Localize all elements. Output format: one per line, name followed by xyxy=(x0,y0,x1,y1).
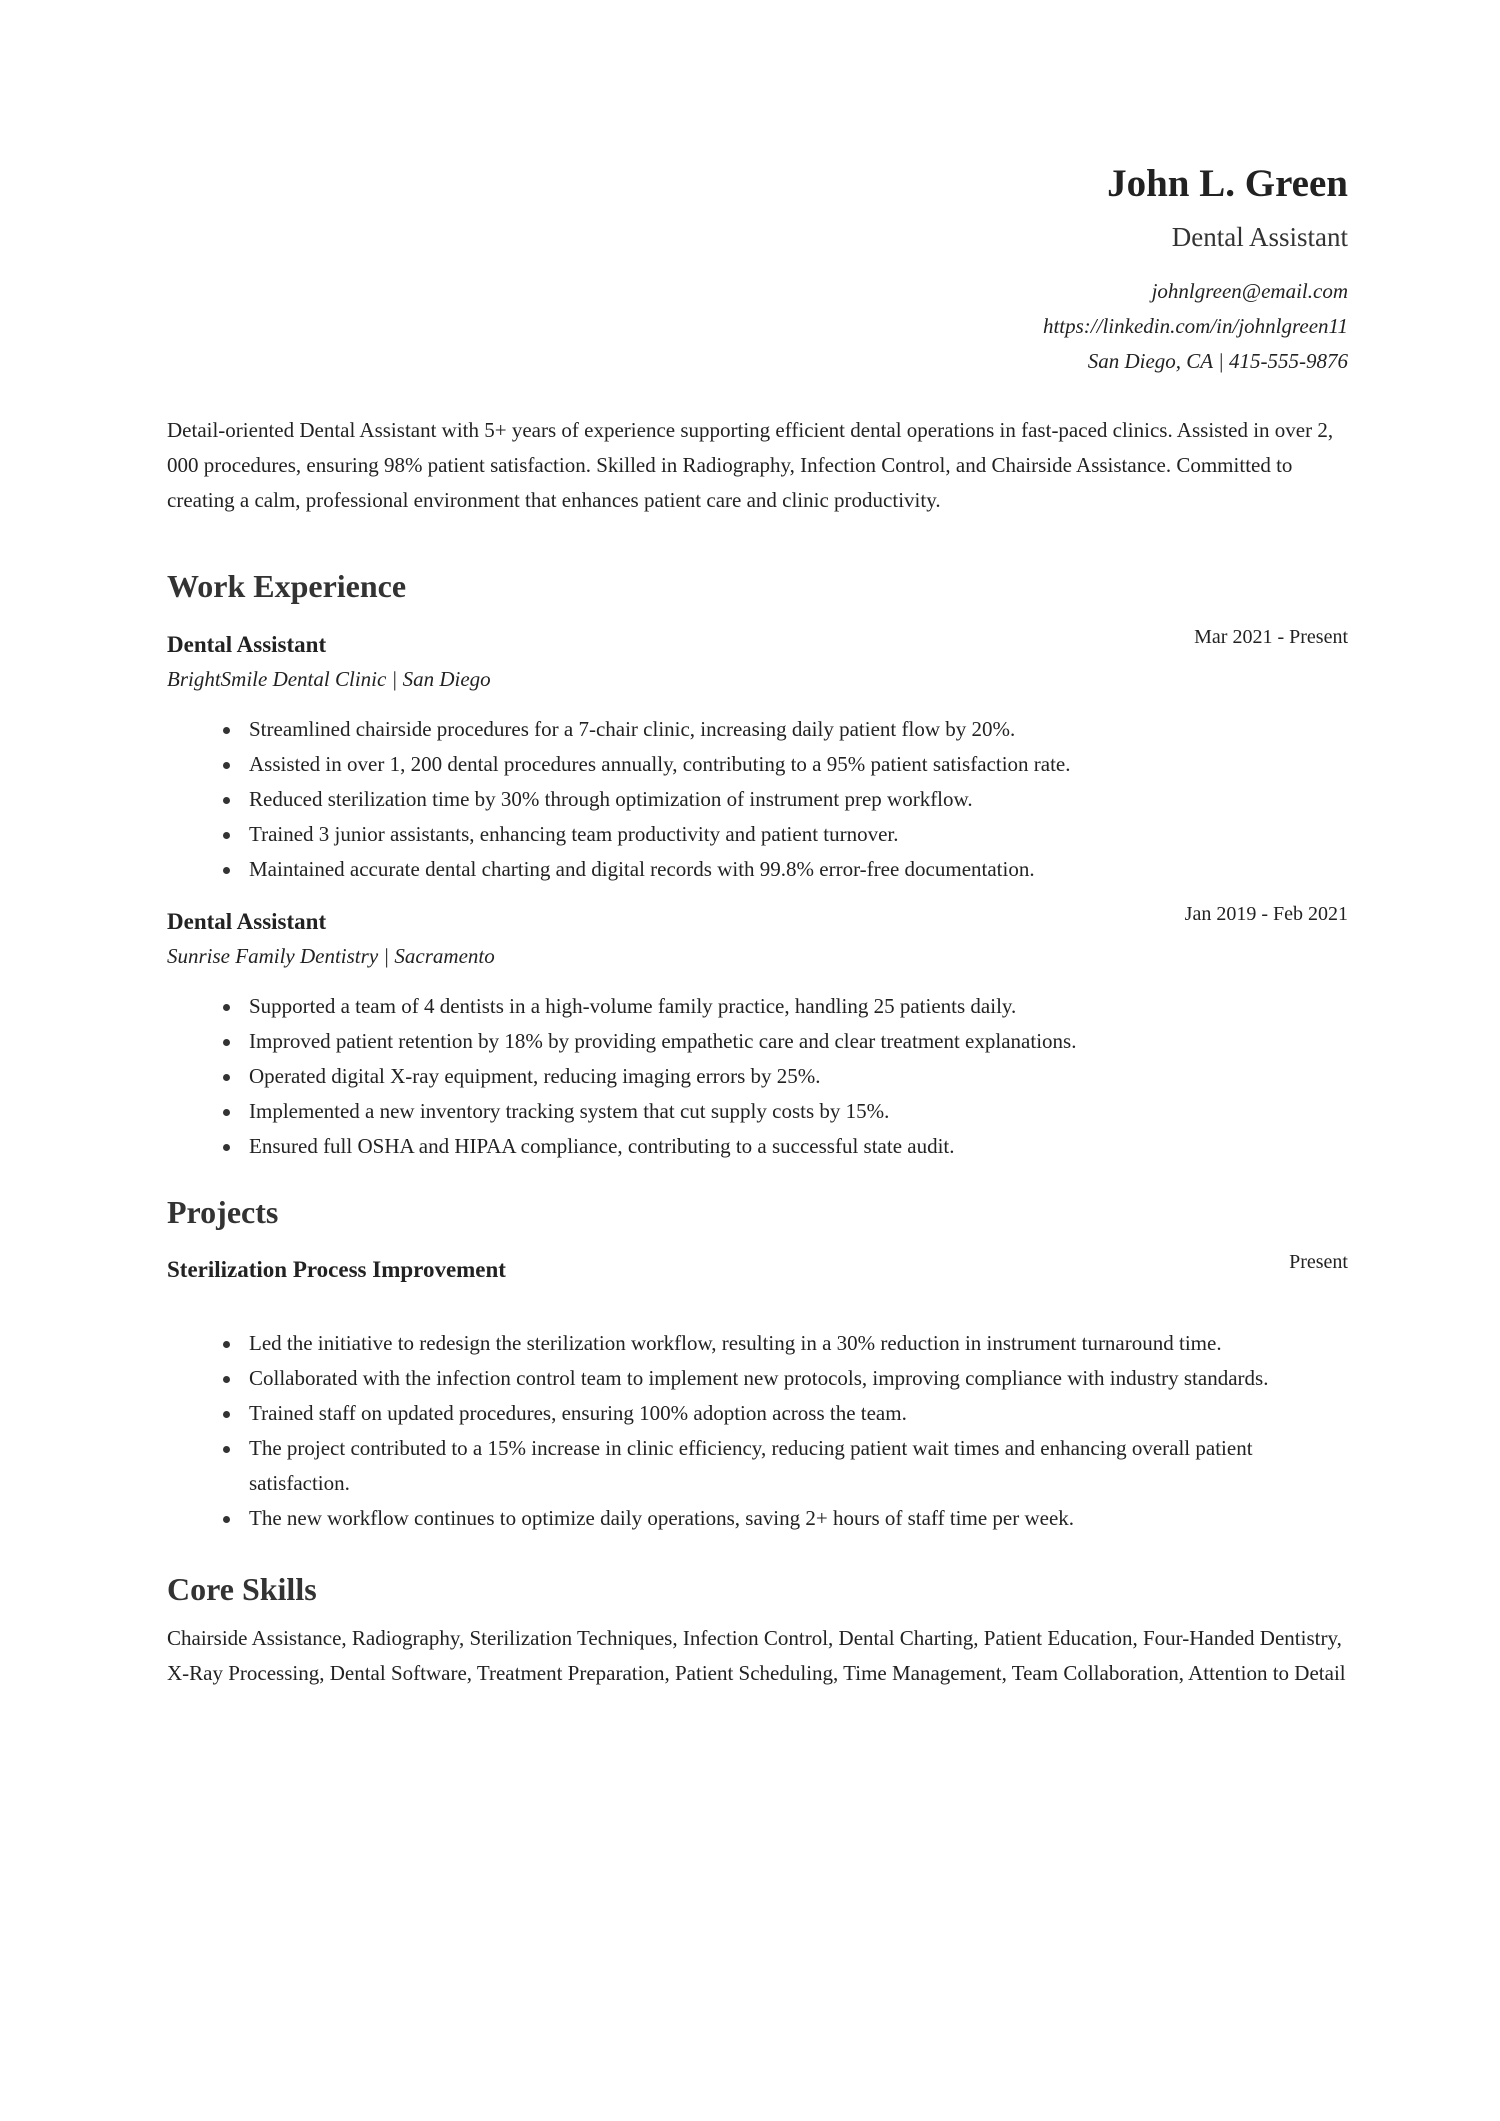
section-title-work: Work Experience xyxy=(167,568,407,604)
list-item: The project contributed to a 15% increase in clinic efficiency, reducing patient wait times and enhancing overall patient satisfaction. xyxy=(167,1431,1348,1501)
candidate-title: Dental Assistant xyxy=(1171,222,1348,252)
linkedin-link[interactable]: https://linkedin.com/in/johnlgreen11 xyxy=(1042,314,1348,338)
job-dates: Mar 2021 - Present xyxy=(1194,626,1348,648)
project-dates: Present xyxy=(1289,1251,1348,1273)
job-entry xyxy=(167,626,1348,887)
list-item: Improved patient retention by 18% by providing empathetic care and clear treatment explanations. xyxy=(167,1024,1348,1059)
email-link[interactable]: johnlgreen@email.com xyxy=(1151,279,1348,303)
contact-info xyxy=(1043,274,1348,379)
skills-section xyxy=(167,1569,1348,1691)
list-item: The new workflow continues to optimize daily operations, saving 2+ hours of staff time per week. xyxy=(167,1501,1348,1536)
list-item: Trained staff on updated procedures, ensuring 100% adoption across the team. xyxy=(167,1396,1348,1431)
project-bullets xyxy=(167,1326,1348,1536)
list-item: Assisted in over 1, 200 dental procedures annually, contributing to a 95% patient satisfaction rate. xyxy=(167,747,1348,782)
section-title-skills: Core Skills xyxy=(167,1571,317,1607)
list-item: Led the initiative to redesign the sterilization workflow, resulting in a 30% reduction in instrument turnaround time. xyxy=(167,1326,1348,1361)
section-title-projects: Projects xyxy=(167,1194,279,1230)
list-item: Streamlined chairside procedures for a 7-chair clinic, increasing daily patient flow by 20%. xyxy=(167,712,1348,747)
list-item: Ensured full OSHA and HIPAA compliance, contributing to a successful state audit. xyxy=(167,1129,1348,1164)
list-item: Operated digital X-ray equipment, reducing imaging errors by 25%. xyxy=(167,1059,1348,1094)
list-item: Supported a team of 4 dentists in a high-volume family practice, handling 25 patients daily. xyxy=(167,989,1348,1024)
projects-section xyxy=(167,1192,1348,1536)
job-bullets xyxy=(167,712,1348,887)
project-title: Sterilization Process Improvement xyxy=(167,1257,506,1282)
summary-paragraph: Detail-oriented Dental Assistant with 5+ years of experience supporting efficient dental operations in fast-paced clinics. Assisted in over 2, 000 procedures, ensuring 98% patient satisfaction. Skilled in Radiography, Infection Control, and Chairside Assistance. Committed to creating a calm, professional environment that enhances patient care and clinic productivity. xyxy=(167,418,1334,512)
list-item: Collaborated with the infection control team to implement new protocols, improving compliance with industry standards. xyxy=(167,1361,1348,1396)
project-entry xyxy=(167,1251,1348,1536)
work-experience-section xyxy=(167,566,1348,1164)
job-dates: Jan 2019 - Feb 2021 xyxy=(1184,903,1348,925)
job-title: Dental Assistant xyxy=(167,632,327,657)
job-bullets xyxy=(167,989,1348,1164)
list-item: Implemented a new inventory tracking system that cut supply costs by 15%. xyxy=(167,1094,1348,1129)
resume-body xyxy=(167,413,1348,1691)
skills-list: Chairside Assistance, Radiography, Sterilization Techniques, Infection Control, Dental Charting, Patient Education, Four-Handed Dentistry, X-Ray Processing, Dental Software, Treatment Preparation, Patient Scheduling, Time Management, Team Collaboration, Attention to Detail xyxy=(167,1626,1346,1685)
job-company: Sunrise Family Dentistry | Sacramento xyxy=(167,944,495,968)
list-item: Reduced sterilization time by 30% through optimization of instrument prep workflow. xyxy=(167,782,1348,817)
job-title: Dental Assistant xyxy=(167,909,327,934)
job-company: BrightSmile Dental Clinic | San Diego xyxy=(167,667,491,691)
location-phone: San Diego, CA | 415-555-9876 xyxy=(1087,349,1348,373)
list-item: Maintained accurate dental charting and digital records with 99.8% error-free documentation. xyxy=(167,852,1348,887)
resume-header xyxy=(1043,160,1348,379)
candidate-name: John L. Green xyxy=(1107,162,1348,205)
job-entry xyxy=(167,903,1348,1164)
list-item: Trained 3 junior assistants, enhancing team productivity and patient turnover. xyxy=(167,817,1348,852)
